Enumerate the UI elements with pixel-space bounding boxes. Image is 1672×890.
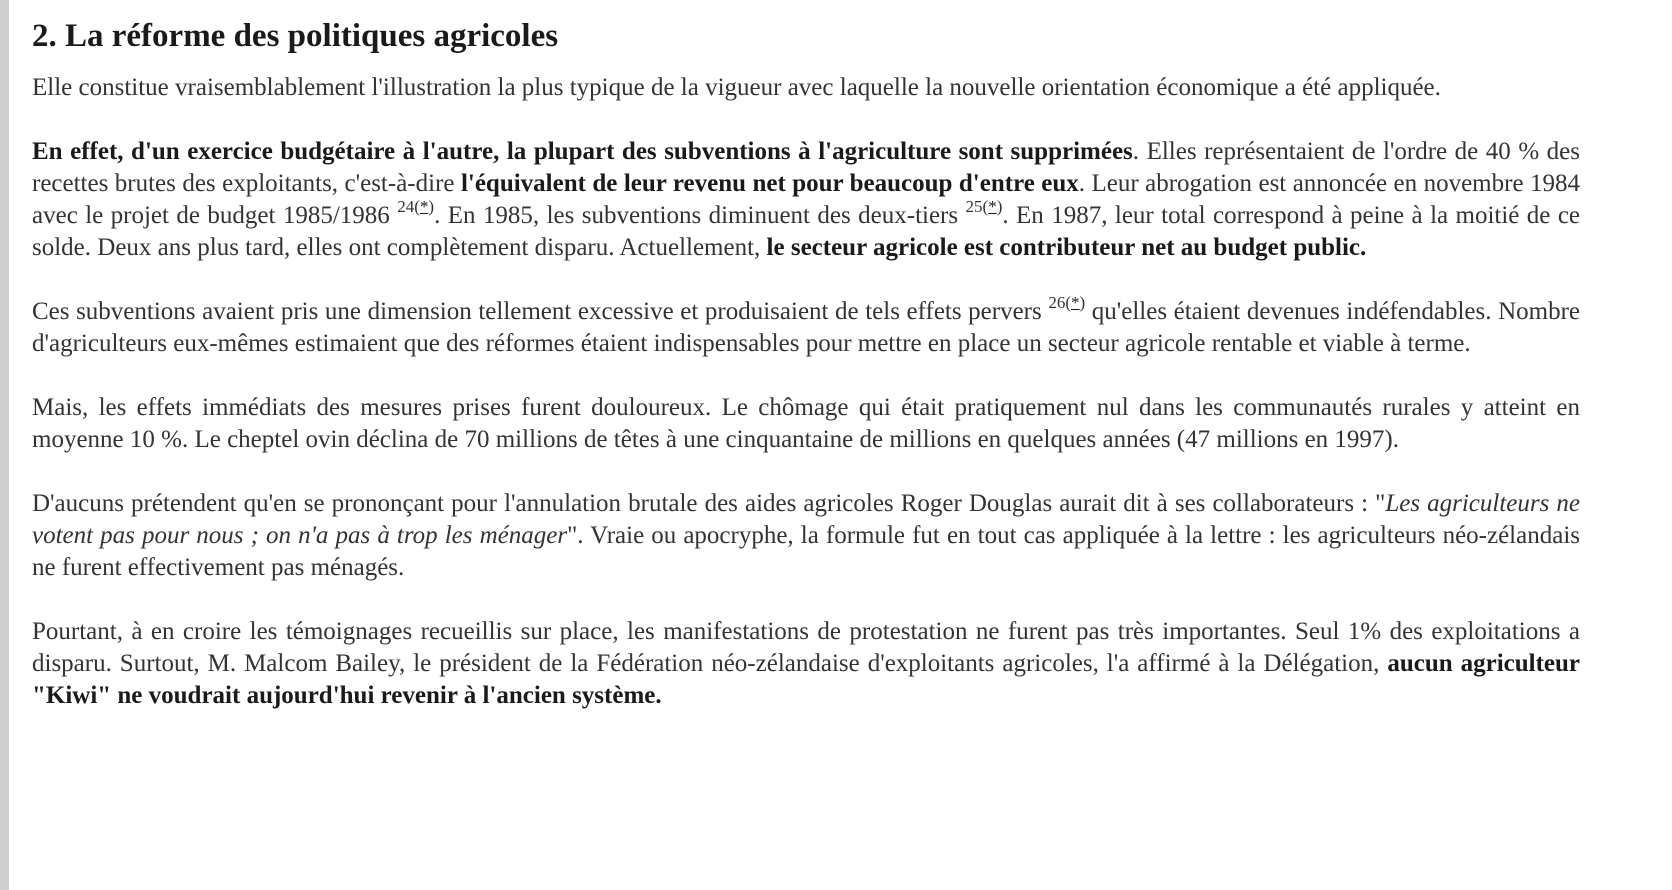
footnote-number: 24 [397,196,415,216]
paragraph-text: . En 1987, leur total correspond à peine à la moitié de ce solde. Deux ans plus tard, elles ont complètement disparu. Actuellement, [32,202,1581,261]
paragraph-intro [32,72,1580,104]
paragraph-text: Pourtant, à en croire les témoignages recueillis sur place, les manifestations de protestation ne furent pas très importantes. Seul 1% des exploitations a disparu. Surtout, M. Malcom Bailey, le président de la Fédération néo-zélandaise d'exploitants agricoles, l'a affirmé à la Délégation, [32,618,1580,677]
article-content [32,14,1580,744]
footnote-number: 25 [965,196,983,216]
paragraph-text: Ces subventions avaient pris une dimension tellement excessive et produisaient de tels effets pervers [32,298,1049,325]
bold-text: En effet, d'un exercice budgétaire à l'autre, la plupart des subventions à l'agriculture sont supprimées [32,138,1133,165]
paragraph-subsidies [32,136,1580,264]
italic-quote: Les agriculteurs ne votent pas pour nous ; on n'a pas à trop les ménager [32,490,1580,549]
paragraph-douglas-quote [32,488,1580,584]
paragraph-text: ". Vraie ou apocryphe, la formule fut en tout cas appliquée à la lettre : les agriculteurs néo-zélandais ne furent effectivement pas ménagés. [32,522,1580,581]
paragraph-text: . Leur abrogation est annoncée en novembre 1984 avec le projet de budget 1985/1986 [32,170,1580,229]
paragraph-text: qu'elles étaient devenues indéfendables. Nombre d'agriculteurs eux-mêmes estimaient que des réformes étaient indispensables pour mettre en place un secteur agricole rentable et viable à terme. [32,298,1580,357]
footnote-24 [397,197,434,216]
footnote-paren: ) [996,196,1003,216]
paragraph-testimonies [32,616,1580,712]
paragraph-immediate-effects [32,392,1580,456]
footnote-25 [966,197,1003,216]
bold-text: aucun agriculteur "Kiwi" ne voudrait aujourd'hui revenir à l'ancien système. [32,650,1581,709]
bold-text: l'équivalent de leur revenu net pour beaucoup d'entre eux [460,170,1079,197]
footnote-paren: ( [414,196,420,216]
paragraph-text: D'aucuns prétendent qu'en se prononçant pour l'annulation brutale des aides agricoles Roger Douglas aurait dit à ses collaborateurs : " [32,490,1386,517]
left-border-bar [0,0,9,890]
paragraph-text: . En 1985, les subventions diminuent des deux-tiers [434,202,966,229]
paragraph-text: Mais, les effets immédiats des mesures prises furent douloureux. Le chômage qui était pratiquement nul dans les communautés rurales y atteint en moyenne 10 %. Le cheptel ovin déclina de 70 millions de têtes à une cinquantaine de millions en quelques années (47 millions en 1997). [32,394,1580,453]
footnote-paren: ( [1065,292,1071,312]
bold-text: le secteur agricole est contributeur net au budget public. [766,234,1367,261]
paragraph-text: . Elles représentaient de l'ordre de 40 % des recettes brutes des exploitants, c'est-à-dire [32,138,1580,197]
footnote-paren: ) [428,196,435,216]
paragraph-perverse-effects [32,292,1580,360]
footnote-link-25[interactable]: * [988,196,997,216]
paragraph-text: Elle constitue vraisemblablement l'illustration la plus typique de la vigueur avec laquelle la nouvelle orientation économique a été appliquée. [32,74,1441,101]
footnote-number: 26 [1048,292,1066,312]
footnote-link-24[interactable]: * [419,196,429,216]
footnote-link-26[interactable]: * [1070,292,1080,312]
footnote-paren: ( [982,196,989,216]
footnote-paren: ) [1079,292,1086,312]
section-title: 2. La réforme des politiques agricoles [32,18,559,54]
footnote-26 [1048,293,1085,312]
